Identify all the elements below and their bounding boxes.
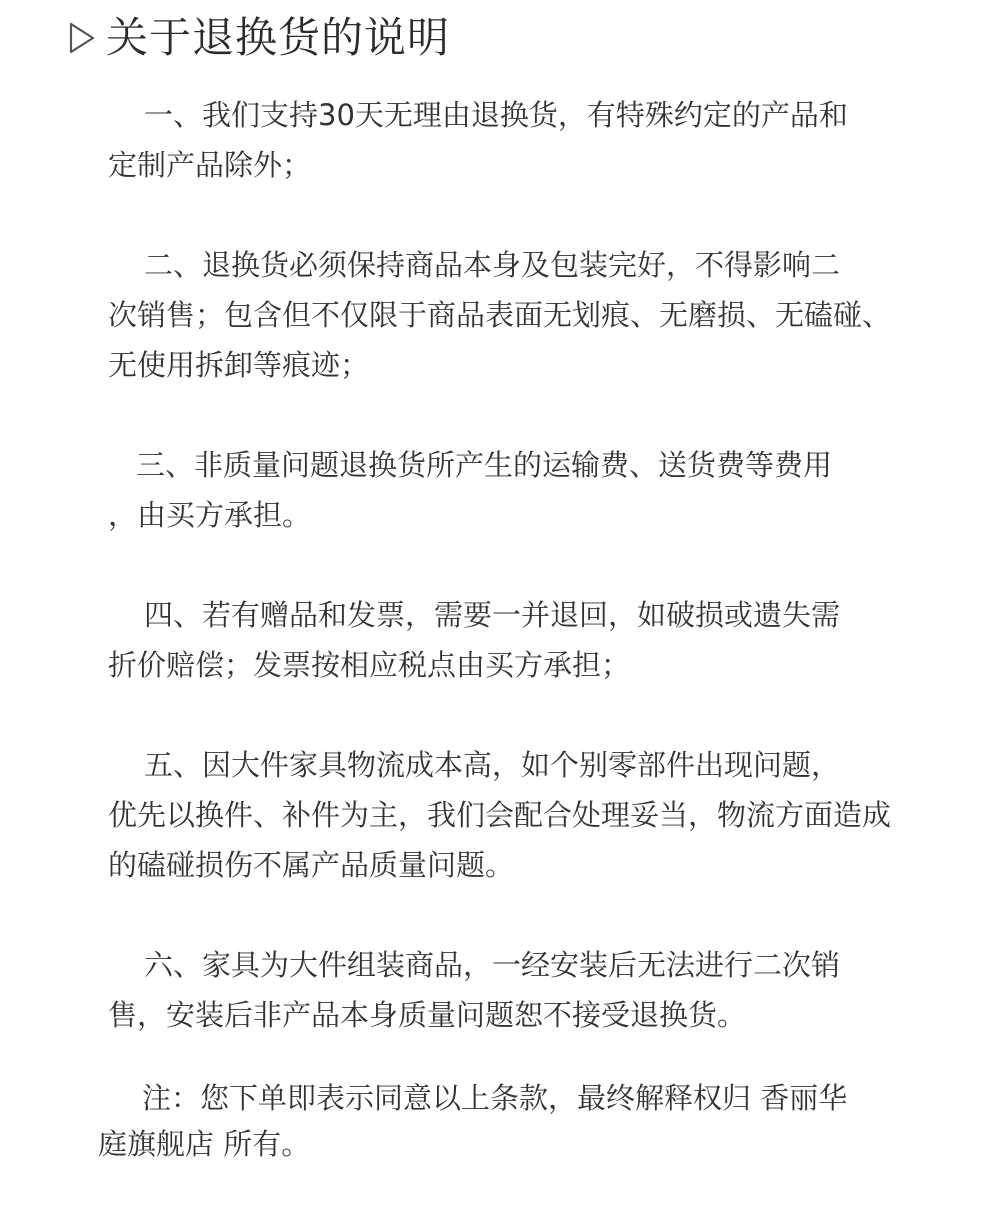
triangle-right-icon: [68, 21, 96, 55]
policy-item-1-line1: 一、我们支持30天无理由退换货，有特殊约定的产品和: [144, 98, 848, 132]
policy-item-5: [108, 740, 918, 890]
disclaimer-note-line1: 注：您下单即表示同意以上条款，最终解释权归 香丽华: [142, 1081, 848, 1115]
policy-item-4: [108, 590, 918, 690]
policy-item-4-rest: 折价赔偿；发票按相应税点由买方承担；: [108, 648, 631, 682]
policy-item-2-rest: 次销售；包含但不仅限于商品表面无划痕、无磨损、无磕碰、无使用拆卸等痕迹；: [108, 298, 892, 382]
policy-item-3-rest: ，由买方承担。: [108, 498, 312, 532]
disclaimer-note-rest: 庭旗舰店 所有。: [98, 1127, 311, 1161]
section-header: [68, 10, 450, 66]
policy-item-3-line1: 三、非质量问题退换货所产生的运输费、送货费等费用: [136, 448, 833, 482]
policy-item-1-rest: 定制产品除外；: [108, 148, 312, 182]
policy-item-5-rest: 优先以换件、补件为主，我们会配合处理妥当，物流方面造成的磕碰损伤不属产品质量问题。: [108, 798, 892, 882]
policy-item-5-line1: 五、因大件家具物流成本高，如个别零部件出现问题，: [144, 748, 841, 782]
policy-item-6: [108, 940, 918, 1040]
policy-item-1: [108, 90, 918, 190]
policy-item-6-rest: 售，安装后非产品本身质量问题恕不接受退换货。: [108, 998, 747, 1032]
page-title: 关于退换货的说明: [106, 13, 451, 62]
policy-item-2: [108, 240, 918, 390]
policy-item-2-line1: 二、退换货必须保持商品本身及包装完好，不得影响二: [144, 248, 841, 282]
policy-item-6-line1: 六、家具为大件组装商品，一经安装后无法进行二次销: [144, 948, 841, 982]
disclaimer-note: [98, 1075, 928, 1167]
policy-item-3: [108, 440, 918, 540]
policy-item-4-line1: 四、若有赠品和发票，需要一并退回，如破损或遗失需: [144, 598, 841, 632]
